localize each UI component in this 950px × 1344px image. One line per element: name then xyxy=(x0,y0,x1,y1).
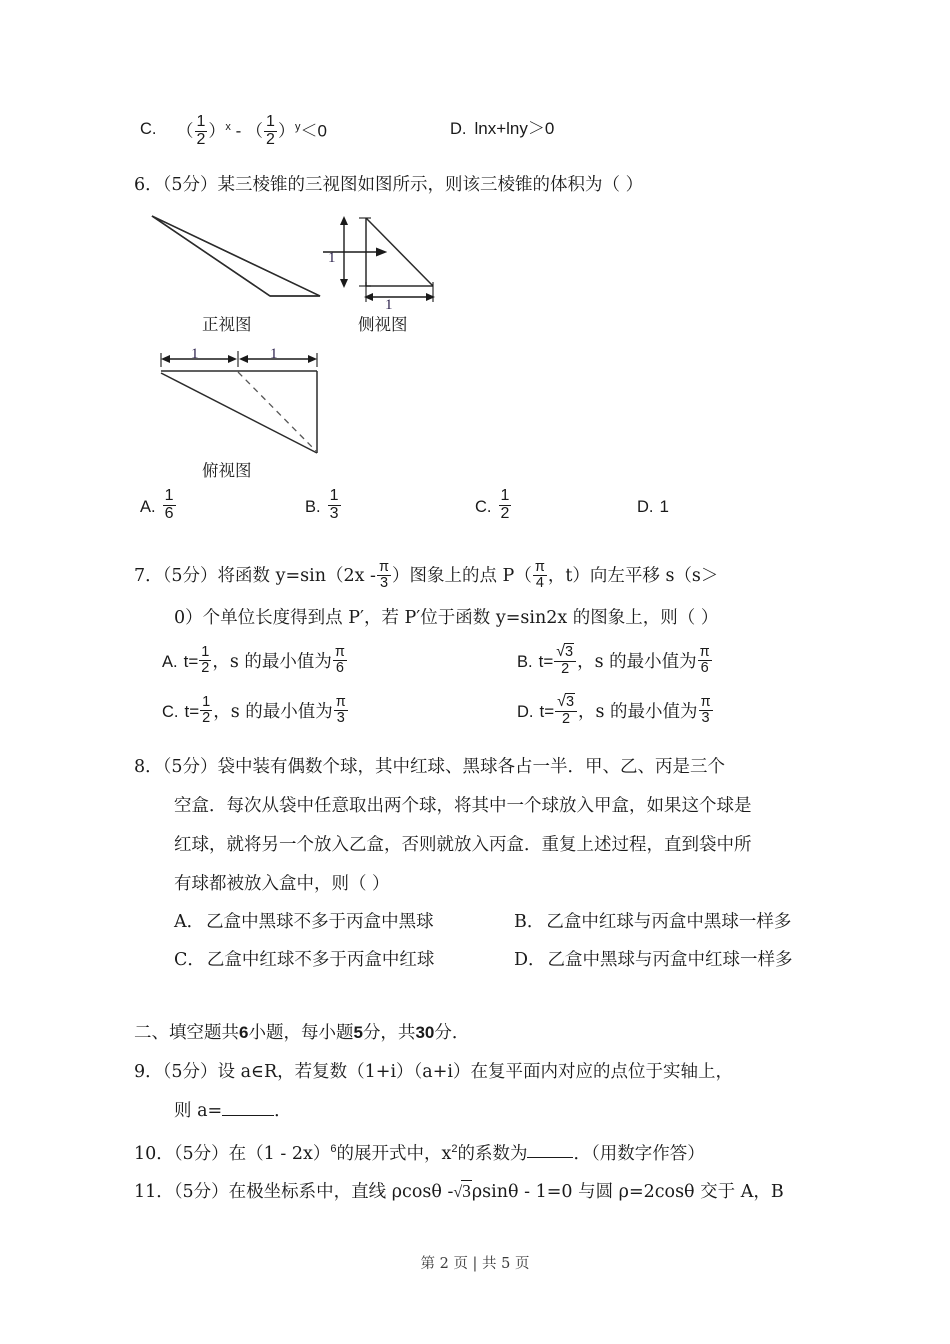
fraction-denominator: 2 xyxy=(196,130,206,148)
q6-option-d-value: 1 xyxy=(659,496,669,516)
radicand: 3 xyxy=(462,1181,471,1202)
q10-answer-blank[interactable] xyxy=(527,1143,573,1158)
q8-text-line4: 有球都被放入盒中，则（ ） xyxy=(174,873,390,894)
fraction-numerator: 1 xyxy=(329,487,339,505)
sqrt-icon xyxy=(453,1172,472,1212)
fraction-numerator: π xyxy=(534,558,545,575)
top-view-right-dim: 1 xyxy=(270,345,278,362)
q7-option-c-t-value xyxy=(200,695,212,726)
q7-fraction-pi-over-3 xyxy=(377,560,391,591)
q7-option-b-mid: ，s 的最小值为 xyxy=(577,651,697,672)
section-per-score: 5 xyxy=(353,1022,363,1042)
q8-text-line3: 红球，就将另一个放入乙盒，否则就放入丙盒．重复上述过程，直到袋中所 xyxy=(174,834,752,855)
fraction-numerator: 1 xyxy=(164,487,174,505)
minus-sign: - xyxy=(235,121,242,141)
q7-number: 7． xyxy=(134,565,163,586)
q7-option-d-label: D. xyxy=(517,702,534,721)
radical-sign: √ xyxy=(557,693,566,711)
side-view-width-dim: 1 xyxy=(385,296,393,313)
q9-score: （5分） xyxy=(162,1061,218,1082)
sqrt-icon xyxy=(556,644,574,661)
q6-stem-line xyxy=(134,165,830,204)
q7-option-b[interactable] xyxy=(517,637,713,687)
q8-option-c-label: C． xyxy=(174,949,205,970)
q11-stem-line xyxy=(134,1172,830,1212)
q7-options-row-1 xyxy=(140,637,830,687)
q5-option-c-expression xyxy=(177,104,327,155)
q8-option-a-label: A． xyxy=(174,911,205,932)
page-footer: 第 2 页 | 共 5 页 xyxy=(420,1256,530,1272)
q7-option-a-t-value xyxy=(199,645,211,676)
q7-option-c-s-value xyxy=(334,695,348,726)
front-view-drawing xyxy=(148,210,333,310)
q10-exponent-6: 6 xyxy=(330,1142,337,1155)
q8-text-line1: 袋中装有偶数个球，其中红球、黑球各占一半．甲、乙、丙是三个 xyxy=(217,756,726,777)
q5-option-d[interactable] xyxy=(450,104,554,155)
fraction-denominator: 4 xyxy=(535,575,544,592)
q11-number: 11． xyxy=(134,1182,174,1203)
q9-number: 9． xyxy=(134,1061,163,1082)
q8-option-d-label: D． xyxy=(514,949,546,970)
q6-option-c-value xyxy=(499,488,512,523)
q7-option-a-s-value xyxy=(333,645,347,676)
q7-option-d[interactable] xyxy=(517,687,714,737)
section-count: 6 xyxy=(239,1022,249,1042)
q8-stem-line2 xyxy=(140,786,830,825)
q6-option-d[interactable] xyxy=(637,483,669,531)
q8-option-a[interactable] xyxy=(174,903,514,941)
section-prefix: 二、填空题共 xyxy=(134,1022,239,1043)
fraction-numerator: 1 xyxy=(202,693,211,710)
top-view-label: 俯视图 xyxy=(202,460,252,480)
paren-close-2: ） xyxy=(277,121,295,141)
q7-option-c-mid: ，s 的最小值为 xyxy=(213,701,333,722)
q9-answer-prefix: 则 a= xyxy=(174,1100,223,1121)
fraction-denominator: 3 xyxy=(336,710,345,727)
q7-text-line2: 0）个单位长度得到点 P′，若 P′位于函数 y=sin2x 的图象上，则（ ） xyxy=(174,607,719,628)
q7-stem-line1 xyxy=(134,553,830,598)
fraction-denominator: 3 xyxy=(379,575,389,592)
q10-exponent-2: 2 xyxy=(451,1142,458,1155)
q7-text-a: 将函数 y=sin（2x - xyxy=(217,565,376,586)
section-2-heading xyxy=(134,1013,830,1052)
q7-option-b-t-value xyxy=(554,644,576,677)
q8-stem-line3 xyxy=(140,825,830,864)
q5-options-row xyxy=(140,104,830,155)
q7-text-b: ）图象上的点 P（ xyxy=(392,565,532,586)
q7-option-c-label: C. xyxy=(162,702,179,721)
q6-stem-text: 某三棱锥的三视图如图所示，则该三棱锥的体积为（ ） xyxy=(217,174,644,195)
radicand: 3 xyxy=(565,694,575,711)
q7-option-d-mid: ，s 的最小值为 xyxy=(578,701,698,722)
q7-option-d-t-prefix: t= xyxy=(539,701,555,721)
q8-stem-line1 xyxy=(134,747,830,786)
q7-option-c[interactable] xyxy=(162,687,517,737)
q8-option-d-text: 乙盒中黑球与丙盒中红球一样多 xyxy=(547,949,793,970)
q7-score: （5分） xyxy=(162,565,218,586)
q5-option-d-expression: lnx+lny＞0 xyxy=(474,119,555,139)
fraction-denominator: 2 xyxy=(500,505,510,523)
q8-stem-line4 xyxy=(140,864,830,903)
fraction-numerator xyxy=(554,644,576,662)
q10-text-a: 在（1 - 2x） xyxy=(228,1143,331,1164)
q8-options-row-2 xyxy=(140,941,830,979)
q10-number: 10． xyxy=(134,1143,174,1164)
q11-text-a: 在极坐标系中，直线 ρcosθ - xyxy=(228,1182,454,1203)
q10-text-b: 的展开式中，x xyxy=(336,1143,452,1164)
radicand: 3 xyxy=(565,644,574,661)
q8-option-b-label: B． xyxy=(514,911,545,932)
q8-text-line2: 空盒．每次从袋中任意取出两个球，将其中一个球放入甲盒，如果这个球是 xyxy=(174,795,752,816)
q6-three-view-figure xyxy=(140,208,830,483)
q5-option-c-label: C. xyxy=(140,120,157,139)
q5-option-c[interactable] xyxy=(140,104,450,155)
fraction-numerator xyxy=(555,694,577,712)
q9-answer-suffix: ． xyxy=(274,1100,292,1121)
radical-sign: √ xyxy=(453,1184,463,1202)
fraction-denominator: 2 xyxy=(266,130,275,148)
q7-option-c-t-prefix: t= xyxy=(184,701,200,721)
q7-option-d-t-value xyxy=(555,694,577,727)
section-mid2: 分，共 xyxy=(362,1022,416,1043)
fraction-numerator: π xyxy=(699,643,710,660)
q10-text-d: ．（用数字作答） xyxy=(573,1143,705,1164)
q6-option-b-value xyxy=(328,488,341,523)
fraction-denominator: 3 xyxy=(701,710,710,727)
fraction-denominator: 6 xyxy=(335,660,344,677)
fraction-numerator: 1 xyxy=(196,112,206,130)
q8-option-b-text: 乙盒中红球与丙盒中黑球一样多 xyxy=(546,911,792,932)
q9-stem-line2 xyxy=(140,1091,830,1130)
fraction-numerator: 1 xyxy=(201,643,210,660)
section-suffix: 分． xyxy=(434,1022,470,1043)
q6-score: （5分） xyxy=(162,174,218,195)
radical-sign: √ xyxy=(556,643,566,661)
q7-options-row-2 xyxy=(140,687,830,737)
fraction-denominator: 2 xyxy=(202,710,211,727)
q6-option-b-label: B. xyxy=(305,497,321,516)
q8-option-b[interactable] xyxy=(514,903,791,941)
q7-stem-line2 xyxy=(140,598,830,637)
q6-option-b[interactable] xyxy=(305,483,475,531)
q7-option-a-mid: ，s 的最小值为 xyxy=(212,651,332,672)
q8-option-a-text: 乙盒中黑球不多于丙盒中黑球 xyxy=(206,911,434,932)
q11-score: （5分） xyxy=(173,1182,229,1203)
q8-number: 8． xyxy=(134,756,163,777)
fraction-denominator: 6 xyxy=(164,505,174,523)
fraction-denominator: 2 xyxy=(562,710,571,727)
top-view-left-dim: 1 xyxy=(191,345,199,362)
fraction-denominator: 2 xyxy=(561,660,570,677)
q10-text-c: 的系数为 xyxy=(457,1143,528,1164)
q8-option-c[interactable] xyxy=(174,941,514,979)
fraction-numerator: 1 xyxy=(266,112,275,130)
fraction-numerator: π xyxy=(378,558,389,575)
top-view-drawing xyxy=(146,343,346,463)
q7-option-d-s-value xyxy=(699,695,713,726)
paren-open: （ xyxy=(176,121,194,141)
q6-option-c[interactable] xyxy=(475,483,637,531)
q6-options-row xyxy=(140,483,830,531)
q7-text-c: ，t）向左平移 s（s＞ xyxy=(547,565,719,586)
fraction-denominator: 6 xyxy=(700,660,709,677)
q7-option-a[interactable] xyxy=(162,637,517,687)
q6-option-a-label: A. xyxy=(140,497,156,516)
q7-option-b-label: B. xyxy=(517,652,533,671)
q10-stem-line xyxy=(134,1130,830,1173)
q9-stem-line1 xyxy=(134,1052,830,1091)
exponent-x: x xyxy=(225,121,231,133)
fraction-denominator: 2 xyxy=(201,660,210,677)
fraction-denominator: 3 xyxy=(329,505,339,523)
front-view-label: 正视图 xyxy=(202,314,252,334)
relation-lt-zero: ＜0 xyxy=(300,121,327,141)
fraction-numerator: π xyxy=(335,693,346,710)
q7-option-a-t-prefix: t= xyxy=(183,651,199,671)
fraction-numerator: 1 xyxy=(500,487,510,505)
side-view-height-dim: 1 xyxy=(328,249,336,266)
q7-option-a-label: A. xyxy=(162,652,178,671)
section-mid1: 小题，每小题 xyxy=(248,1022,354,1043)
q6-option-a[interactable] xyxy=(140,483,305,531)
page-content xyxy=(134,104,830,1212)
q8-score: （5分） xyxy=(162,756,218,777)
q10-score: （5分） xyxy=(173,1143,229,1164)
side-view-label: 侧视图 xyxy=(358,314,408,334)
q6-option-c-label: C. xyxy=(475,497,492,516)
q6-option-a-value xyxy=(163,488,176,523)
fraction-numerator: π xyxy=(700,693,711,710)
q8-options-row-1 xyxy=(140,903,830,941)
paren-close: ） xyxy=(208,121,226,141)
q8-option-d[interactable] xyxy=(514,941,793,979)
q9-answer-blank[interactable] xyxy=(222,1101,274,1116)
q11-text-b: ρsinθ - 1=0 与圆 ρ=2cosθ 交于 A，B xyxy=(471,1182,784,1203)
q7-fraction-pi-over-4 xyxy=(533,560,547,591)
q9-text-line1: 设 a∈R，若复数（1+i）（a+i）在复平面内对应的点位于实轴上， xyxy=(217,1061,733,1082)
sqrt-icon xyxy=(557,694,575,711)
q7-option-b-t-prefix: t= xyxy=(538,651,554,671)
q7-option-b-s-value xyxy=(698,645,712,676)
exponent-y: y xyxy=(294,121,301,133)
fraction-numerator: π xyxy=(334,643,345,660)
q5-option-d-label: D. xyxy=(450,120,467,139)
q8-option-c-text: 乙盒中红球不多于丙盒中红球 xyxy=(206,949,435,970)
paren-open-2: （ xyxy=(246,121,264,141)
q6-option-d-label: D. xyxy=(637,497,654,516)
section-total-score: 30 xyxy=(415,1022,435,1042)
q6-number: 6． xyxy=(134,174,163,195)
fraction-half-2 xyxy=(264,114,277,149)
fraction-half-1 xyxy=(195,114,208,149)
